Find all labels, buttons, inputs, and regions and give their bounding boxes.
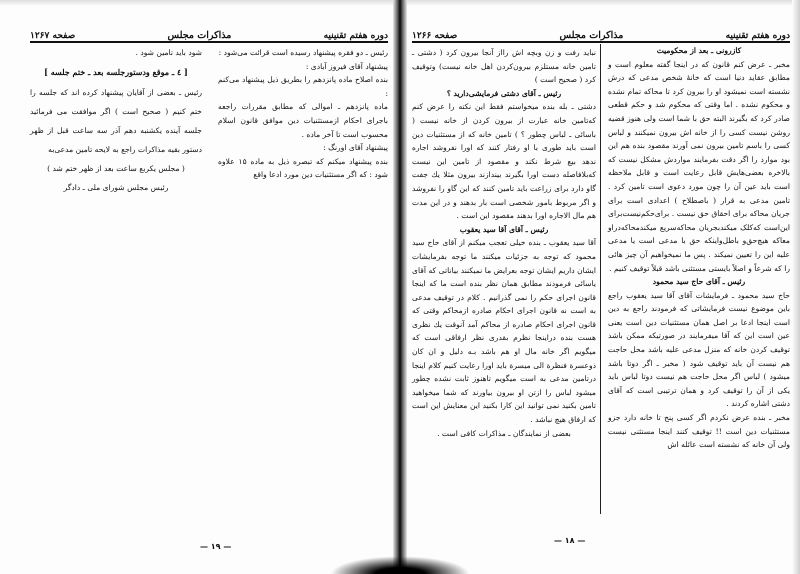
- left-page-column-right: [218, 46, 388, 182]
- paragraph: مخبر ـ بنده عرض نکردم اگر کسی پنج تا خانه دارد جزو مستثنیات دین است !! توقیف کنند اینجا مستثنی نیست ولی آن خانه که نشسته است عائله اش: [608, 413, 790, 450]
- left-header-rule: [30, 41, 388, 43]
- left-page: [30, 0, 388, 574]
- paragraph: بنده پیشنهاد میکنم که تبصره ذیل به ماده ۱۵ علاوه شود : که اگر مستثنیات دین مورد ادعا واقع: [218, 156, 389, 180]
- signature: رئیس مجلس شورای ملی ـ دادگر: [63, 183, 169, 193]
- left-header-title: مذاکرات مجلس: [167, 30, 232, 41]
- right-header-rule: [412, 41, 790, 43]
- paragraph: آقا سید یعقوب ـ بنده خیلی تعجب میکنم از آقای حاج سید محمود که توجه به جزئیات میکنند ما توجه بفرمایشات ایشان داریم ایشان توجه بعرایض ما نمیکنند بیاناتی که آقای یاسائی فرمودند مطابق همان نظر بنده است ما که اینجا قانون اجرای حکم را نمی گذرانیم . کلام در توقیف مدعی به است نه قانون اجرای احکام صادره ازمحاکم وقتی که قانون اجرای احکام صادره از محاکم آمد آنوقت یك نظری هست بنده دراینجا نظرم بقدری نظر ارفاقی است که میگویم اگر خانه مال او هم باشد بـه دلیل و ان کان ذوعسرة فنظرة الی میسرة باید اورا رعایت کنیم کلام اینجا درتامین مدعی به است میگویم تاهنوز ثابت نشده چطور میشود لباس را ازتن او بیرون بیاورند که شما میخواهید تامین بکنید نمی توانید این کارا بکنید این معنایش این است که ارفاق هیچ نباشد .: [412, 238, 596, 425]
- left-page-header: [30, 27, 388, 41]
- paragraph: کازرونی ـ بعد از محکومیت: [656, 46, 742, 55]
- left-header-page-label: صفحه ۱۲۶۷: [30, 31, 76, 41]
- right-page-column-left: [412, 46, 596, 440]
- paragraph: حاج سید محمود ـ فرمایشات آقای آقا سید یعقوب راجع باین موضوع نیست فرمایشاتی که فرمودند راجع به دین است اینجا ادعا بر اصل همان مستثنیات دین است یعنی عین است این که آقا میفرمایند در صورتیکه ممکن باشد توقیف کردن خانه که منزل مدعی علیه باشد محل حاجت هم نیست آن باید توقیف شود ( مخبر ـ اگر دوتا باشد میشود ) لباس اگر محل حاجت هم نیست دوتا لباس باید یکی از آن را توقیف کرد و همان ترتیبی است که آقای دشتی اشاره کردند .: [608, 290, 790, 409]
- right-page-column-right: [608, 44, 790, 452]
- paragraph: رئیس ـ آقای حاج سید محمود: [652, 277, 746, 287]
- left-page-column-left: [30, 46, 202, 197]
- paragraph: پیشنهاد آقای فیروز آبادی :: [305, 61, 388, 71]
- paragraph: رئیس ـ آقای آقا سید یعقوب: [459, 224, 549, 234]
- closing-note: ( مجلس یکربع ساعت بعد از ظهر ختم شد ): [47, 164, 185, 174]
- paragraph: ماده پانزدهم ـ اموالی که مطابق مقررات راجعه باجرای احکام ازمستثنیات دین موافق قانون اسلام محسوب است تا آخر ماده .: [218, 102, 388, 139]
- paragraph: پیشنهاد آقای اورنگ :: [323, 143, 388, 153]
- book-gutter: [393, 0, 407, 574]
- paragraph: رئیس ـ دو فقره پیشنهاد رسیده است قرائت می‌شود :: [218, 48, 388, 57]
- paragraph: دشتی ـ بله بنده میخواستم فقط این نکته را عرض کنم که‌تامین خانه عبارت از بیرون کردن از خانه نیست ( باسائی ـ لباس چطور ؟ ) تامین خانه که از مستثنیات دین است باید طوری با او رفتار کنند که اورا نفروشد اجاره ندهد بیع شرط نکند و مقصود از تامین این نیست که‌بلافاصله دست اورا بگیرند بیندازند بیرون مثلا یك جفت گاو دارد برای زراعت باید تامین کنند که این گاو را نفروشد و اگر مربوط بامور شخصی است بار بدهند و در این مدت هم مال الاجاره اورا بدهند مقصود این است .: [412, 102, 596, 221]
- right-header-title: مذاکرات مجلس: [559, 30, 624, 41]
- scan-edge-shadow: [792, 0, 800, 574]
- paragraph: مخبر ـ عرض کنم قانون که در اینجا گفته معلوم است و مطابق عقاید دنیا است که خانهٔ شخص مدعی که درش نشسته است نمیشود او را بیرون کرد تا محاکه تمام نشده و محکوم نشده . اما وقتی که محکوم شد و حکم قطعی صادر کرد که بگیرند البته حق با شما است ولی هنوز قضیه روشن نیست کسی را از خانه اش بیرون نمیکنند و لباس کسی را باسم تامین بیرون نمی آورند مقصود بنده هم این بود موارد را اگر دقت بفرمایند مواردش مشکل نیست که بالاخره بعضی‌هایش قابل رعایت است و قابل ملاحظه است باید عین آن را چون مورد دعوی است تامین کرد . تامین مدعی به قرار ( باصطلاح ) اعدادی است برای جریان محاکه برای احقاق حق نیست . برای‌حکم‌نیست‌برای این‌است که‌کلک میکند‌بجریان محاکه‌سریع میکندمحاکه‌دراو معاکه هیچ‌حق‌و باطل‌واینکه حق با مدعی است یا مدعی علیه این را تعیین نمیکند . پس ما نمیخواهیم آن چیز هائی را که شرعاً و اصلاً بایستی مستثنی باشد قبلاً توقیف کنیم .: [608, 59, 790, 273]
- paragraph: بعضی از نمایندگان ـ مذاکرات کافی است .: [437, 428, 571, 438]
- right-header-page-label: صفحه ۱۲۶۶: [412, 31, 458, 41]
- paragraph: بنده اصلاح ماده پانزدهم را بطریق ذیل پیشنهاد می‌کنم :: [218, 75, 388, 98]
- left-page-number: — ۱۹ —: [200, 542, 232, 551]
- right-page: [412, 0, 790, 574]
- section-heading: [ ٤ ـ موقع ودستورجلسه بعد ـ ختم جلسه ]: [44, 66, 188, 77]
- paragraph: رئیس ـ آقای دشتی فرمایشی‌دارید ؟: [446, 88, 562, 98]
- paragraph: رئیس ـ بعضی از آقایان پیشنهاد کرده اند که جلسه را ختم کنیم ( صحیح است ) اگر موافقت می فرمائید جلسه آینده یکشنبه دهم آذر سه ساعت قبل از ظهر دستور بقیه مذاکرات راجع به لایحه تامین مدعی‌به: [30, 88, 202, 155]
- right-page-number: — ۱۸ —: [554, 536, 586, 545]
- column-divider: [600, 44, 601, 514]
- right-page-header: [412, 27, 790, 41]
- paragraph: شود باید تامین شود .: [135, 48, 202, 57]
- gutter-shadow: [330, 556, 470, 574]
- left-header-session: دوره هفتم تقنینیه: [323, 31, 388, 41]
- paragraph: نباید رفت و زن وبچه اش رااز آنجا بیرون کرد ( دشتی ـ تامین خانه مستلزم بیرون‌کردن اهل خانه نیست) وتوقیف کرد ( صحیح است ): [412, 48, 596, 85]
- right-header-session: دوره هفتم تقنینیه: [725, 31, 790, 41]
